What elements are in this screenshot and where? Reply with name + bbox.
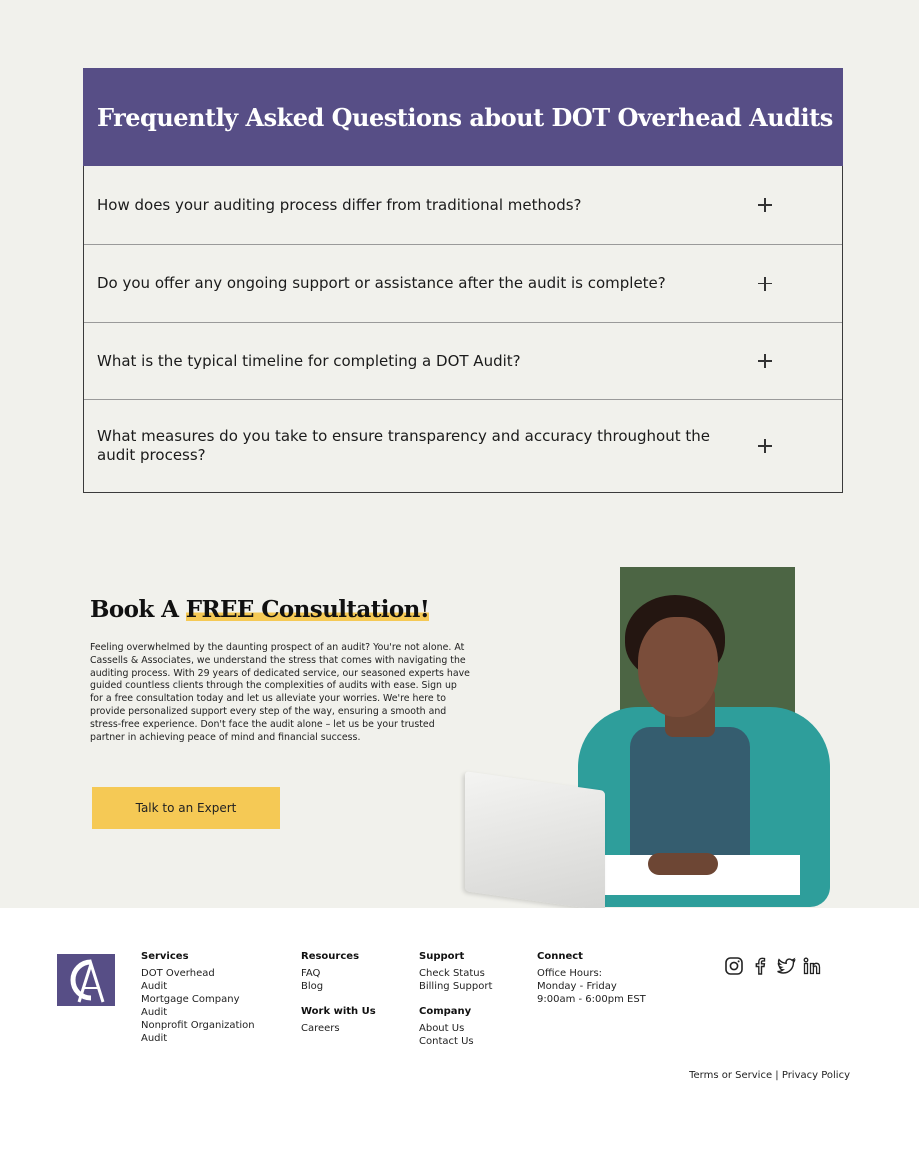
logo-mark xyxy=(57,954,115,1006)
consultation-title xyxy=(90,596,429,623)
faq-item[interactable] xyxy=(84,245,842,323)
office-hours-label: Office Hours: xyxy=(537,968,603,979)
linkedin-icon[interactable] xyxy=(802,956,822,976)
footer-heading: Services xyxy=(141,951,189,962)
privacy-link[interactable]: Privacy Policy xyxy=(781,1070,850,1081)
consultation-section xyxy=(0,520,919,908)
footer-services xyxy=(141,950,271,1045)
consultation-title-part: Book A xyxy=(90,596,186,623)
faq-list xyxy=(83,166,843,493)
photo-face xyxy=(638,617,718,717)
faq-question: What is the typical timeline for completing a DOT Audit? xyxy=(97,351,521,370)
footer-link-about-us[interactable]: About Us xyxy=(419,1023,465,1034)
faq-question: Do you offer any ongoing support or assistance after the audit is complete? xyxy=(97,274,666,292)
footer-resources xyxy=(301,950,401,1035)
footer-link-mortgage-audit[interactable]: Mortgage Company Audit xyxy=(141,994,240,1018)
footer-heading: Company xyxy=(419,1006,472,1017)
footer-link-careers[interactable]: Careers xyxy=(301,1023,340,1034)
faq-item[interactable] xyxy=(84,323,842,400)
legal-separator: | xyxy=(772,1070,782,1081)
footer-link-check-status[interactable]: Check Status xyxy=(419,968,485,979)
footer-link-nonprofit-audit[interactable]: Nonprofit Organization Audit xyxy=(141,1020,255,1044)
footer-link-contact-us[interactable]: Contact Us xyxy=(419,1036,474,1047)
footer-heading: Work with Us xyxy=(301,1006,376,1017)
faq-question: How does your auditing process differ from traditional methods? xyxy=(97,195,582,214)
consultation-title-highlight: FREE Consultation! xyxy=(185,596,430,623)
footer-link-faq[interactable]: FAQ xyxy=(301,968,321,979)
consultant-photo xyxy=(460,567,840,908)
site-footer xyxy=(0,908,919,1171)
instagram-icon[interactable] xyxy=(724,956,744,976)
faq-item[interactable] xyxy=(84,400,842,492)
social-links xyxy=(724,956,822,976)
laptop-icon xyxy=(465,771,605,911)
footer-heading: Resources xyxy=(301,951,360,962)
footer-heading: Support xyxy=(419,951,465,962)
plus-icon[interactable] xyxy=(758,354,772,368)
plus-icon[interactable] xyxy=(758,277,772,291)
photo-shirt xyxy=(630,727,750,867)
footer-link-dot-overhead-audit[interactable]: DOT Overhead Audit xyxy=(141,968,215,992)
talk-to-expert-button[interactable]: Talk to an Expert xyxy=(92,787,280,829)
terms-link[interactable]: Terms or Service xyxy=(689,1070,773,1081)
consultation-body: Feeling overwhelmed by the daunting prospect of an audit? You're not alone. At Cassells & Associates, we understand the stress that comes with navigating the auditing process. With 29 years of dedicated service, our seasoned experts have guided countless clients through the complexities of audits with ease. Sign up for a free consultation today and let us alleviate your worries. We're here to provide personalized support every step of the way, ensuring a smooth and stress-free experience. Don't face the audit alone – let us be your trusted partner in achieving peace of mind and financial success. xyxy=(90,642,470,743)
company-logo[interactable] xyxy=(57,954,115,1006)
footer-connect xyxy=(537,950,667,1006)
twitter-icon[interactable] xyxy=(776,956,796,976)
office-hours-time: 9:00am - 6:00pm EST xyxy=(537,994,646,1005)
footer-link-blog[interactable]: Blog xyxy=(301,981,324,992)
faq-question: What measures do you take to ensure transparency and accuracy throughout the audit process? xyxy=(97,427,710,464)
faq-item[interactable] xyxy=(84,166,842,245)
facebook-icon[interactable] xyxy=(750,956,770,976)
office-hours-days: Monday - Friday xyxy=(537,981,617,992)
faq-header xyxy=(83,68,843,166)
footer-link-billing-support[interactable]: Billing Support xyxy=(419,981,493,992)
faq-section xyxy=(83,68,843,493)
footer-support xyxy=(419,950,519,1048)
plus-icon[interactable] xyxy=(758,198,772,212)
faq-title: Frequently Asked Questions about DOT Overhead Audits xyxy=(97,102,833,132)
plus-icon[interactable] xyxy=(758,439,772,453)
legal-links xyxy=(689,1070,850,1081)
photo-hand xyxy=(648,853,718,875)
footer-heading: Connect xyxy=(537,951,583,962)
